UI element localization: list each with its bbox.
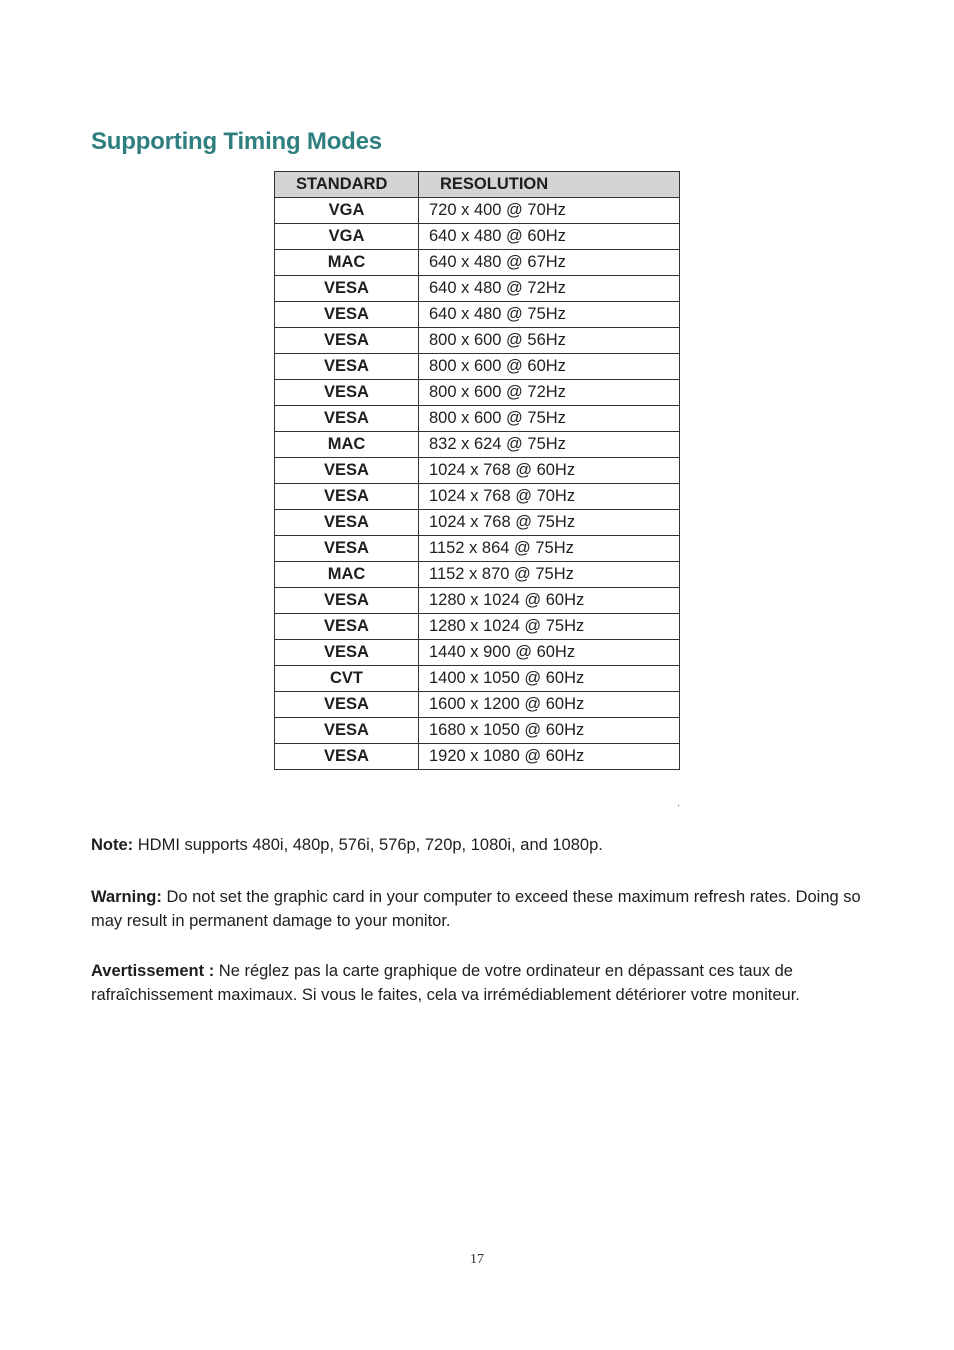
table-row [275, 250, 680, 276]
cell-resolution: 800 x 600 @ 75Hz [419, 406, 680, 432]
cell-standard: VESA [275, 614, 419, 640]
cell-standard: VESA [275, 536, 419, 562]
cell-standard: VESA [275, 484, 419, 510]
cell-resolution: 640 x 480 @ 75Hz [419, 302, 680, 328]
timing-modes-table [274, 171, 680, 770]
table-row [275, 302, 680, 328]
avertissement-text: Ne réglez pas la carte graphique de votre ordinateur en dépassant ces taux de rafraîchissement maximaux. Si vous le faites, cela va irrémédiablement détériorer votre moniteur. [91, 962, 800, 1004]
cell-resolution: 1400 x 1050 @ 60Hz [419, 666, 680, 692]
cell-standard: VESA [275, 406, 419, 432]
cell-resolution: 800 x 600 @ 72Hz [419, 380, 680, 406]
table-body [275, 198, 680, 770]
avertissement-label: Avertissement : [91, 962, 215, 980]
page-number: 17 [470, 1252, 484, 1267]
table-row [275, 692, 680, 718]
cell-resolution: 1280 x 1024 @ 60Hz [419, 588, 680, 614]
cell-resolution: 1280 x 1024 @ 75Hz [419, 614, 680, 640]
cell-standard: VESA [275, 328, 419, 354]
cell-resolution: 1024 x 768 @ 70Hz [419, 484, 680, 510]
warning-text: Do not set the graphic card in your computer to exceed these maximum refresh rates. Doing so may result in permanent damage to your monitor. [91, 888, 861, 930]
cell-standard: VESA [275, 354, 419, 380]
cell-standard: VESA [275, 692, 419, 718]
cell-resolution: 1440 x 900 @ 60Hz [419, 640, 680, 666]
cell-resolution: 1024 x 768 @ 60Hz [419, 458, 680, 484]
table-row [275, 458, 680, 484]
table-row [275, 614, 680, 640]
cell-resolution: 720 x 400 @ 70Hz [419, 198, 680, 224]
cell-resolution: 800 x 600 @ 56Hz [419, 328, 680, 354]
table-row [275, 484, 680, 510]
cell-standard: VGA [275, 198, 419, 224]
cell-standard: VESA [275, 588, 419, 614]
cell-standard: MAC [275, 250, 419, 276]
table-row [275, 718, 680, 744]
cell-resolution: 1600 x 1200 @ 60Hz [419, 692, 680, 718]
note-text: HDMI supports 480i, 480p, 576i, 576p, 720p, 1080i, and 1080p. [133, 836, 603, 854]
cell-standard: VESA [275, 640, 419, 666]
table-row [275, 666, 680, 692]
cell-resolution: 1152 x 864 @ 75Hz [419, 536, 680, 562]
header-standard: STANDARD [275, 172, 419, 198]
cell-resolution: 1024 x 768 @ 75Hz [419, 510, 680, 536]
table-row [275, 432, 680, 458]
table-row [275, 744, 680, 770]
cell-standard: VESA [275, 276, 419, 302]
header-resolution: RESOLUTION [419, 172, 680, 198]
table-row [275, 380, 680, 406]
table-row [275, 224, 680, 250]
cell-resolution: 800 x 600 @ 60Hz [419, 354, 680, 380]
table-row [275, 354, 680, 380]
warning-label: Warning: [91, 888, 162, 906]
stray-mark [678, 805, 679, 806]
cell-standard: VESA [275, 744, 419, 770]
table-row [275, 328, 680, 354]
cell-resolution: 640 x 480 @ 67Hz [419, 250, 680, 276]
table-row [275, 588, 680, 614]
cell-standard: VESA [275, 458, 419, 484]
cell-standard: VESA [275, 510, 419, 536]
cell-standard: VESA [275, 380, 419, 406]
table-row [275, 510, 680, 536]
cell-resolution: 640 x 480 @ 60Hz [419, 224, 680, 250]
note-label: Note: [91, 836, 134, 854]
note-paragraph [91, 833, 881, 857]
table-row [275, 198, 680, 224]
table-row [275, 536, 680, 562]
cell-standard: VGA [275, 224, 419, 250]
cell-standard: MAC [275, 562, 419, 588]
table-row [275, 276, 680, 302]
cell-standard: VESA [275, 718, 419, 744]
cell-resolution: 832 x 624 @ 75Hz [419, 432, 680, 458]
table-row [275, 640, 680, 666]
cell-resolution: 640 x 480 @ 72Hz [419, 276, 680, 302]
avertissement-paragraph [91, 959, 881, 1007]
page-title: Supporting Timing Modes [91, 128, 382, 155]
table-row [275, 562, 680, 588]
warning-paragraph [91, 885, 881, 933]
cell-standard: CVT [275, 666, 419, 692]
cell-resolution: 1680 x 1050 @ 60Hz [419, 718, 680, 744]
table-row [275, 406, 680, 432]
cell-resolution: 1152 x 870 @ 75Hz [419, 562, 680, 588]
cell-standard: MAC [275, 432, 419, 458]
cell-resolution: 1920 x 1080 @ 60Hz [419, 744, 680, 770]
table-header-row [275, 172, 680, 198]
cell-standard: VESA [275, 302, 419, 328]
